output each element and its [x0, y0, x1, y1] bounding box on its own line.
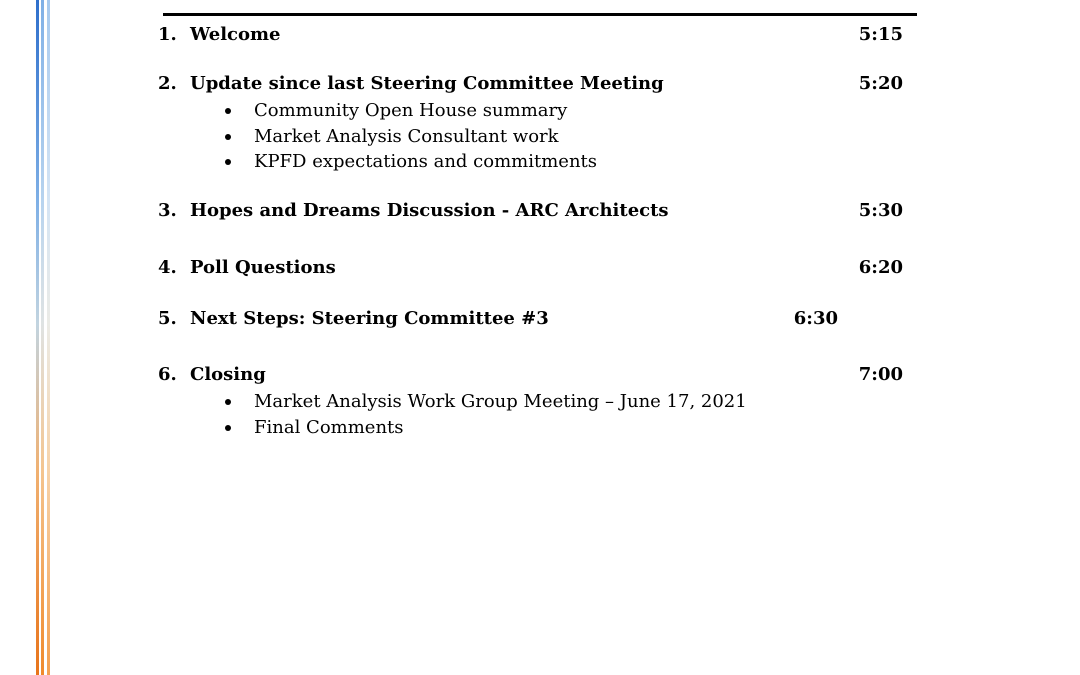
item-title: Next Steps: Steering Committee #3	[190, 308, 549, 329]
header-rule	[163, 13, 917, 16]
list-item	[158, 124, 903, 150]
item-number: 4.	[158, 257, 177, 278]
list-item	[158, 389, 903, 415]
item-title: Hopes and Dreams Discussion - ARC Architects	[190, 200, 669, 221]
list-item	[158, 149, 903, 175]
list-item	[158, 98, 903, 124]
list-item	[158, 415, 903, 441]
decorative-side-bar	[41, 0, 44, 675]
bullet-icon	[225, 159, 231, 165]
item-title: Poll Questions	[190, 257, 336, 278]
item-number: 3.	[158, 200, 177, 221]
bullet-icon	[225, 134, 231, 140]
item-number: 6.	[158, 364, 177, 385]
bullet-text: Community Open House summary	[254, 100, 568, 121]
bullet-text: KPFD expectations and commitments	[254, 151, 598, 172]
item-number: 1.	[158, 24, 177, 45]
bullet-icon	[225, 399, 231, 405]
agenda-item-next-steps	[158, 308, 903, 330]
decorative-side-bar	[36, 0, 39, 675]
decorative-side-bar	[47, 0, 50, 675]
agenda-item-welcome	[158, 24, 903, 46]
bullet-text: Market Analysis Consultant work	[254, 125, 559, 147]
item-title: Update since last Steering Committee Meeting	[190, 73, 664, 94]
bullet-list	[158, 98, 903, 175]
agenda-item-closing	[158, 364, 903, 440]
bullet-icon	[225, 108, 231, 114]
item-time: 5:30	[858, 200, 903, 221]
bullet-text: Final Comments	[254, 416, 404, 438]
item-time: 5:20	[858, 73, 903, 94]
item-title: Closing	[190, 364, 266, 385]
agenda-item-hopes-dreams	[158, 200, 903, 222]
item-time: 6:30	[793, 308, 838, 329]
item-number: 2.	[158, 73, 177, 94]
agenda-item-update	[158, 73, 903, 175]
bullet-list	[158, 389, 903, 440]
bullet-text: Market Analysis Work Group Meeting – June 17, 2021	[254, 391, 747, 412]
item-time: 5:15	[858, 24, 903, 45]
item-title: Welcome	[190, 24, 281, 45]
item-number: 5.	[158, 308, 177, 329]
item-time: 7:00	[858, 364, 903, 385]
item-time: 6:20	[858, 257, 903, 278]
agenda-item-poll	[158, 257, 903, 279]
bullet-icon	[225, 425, 231, 431]
